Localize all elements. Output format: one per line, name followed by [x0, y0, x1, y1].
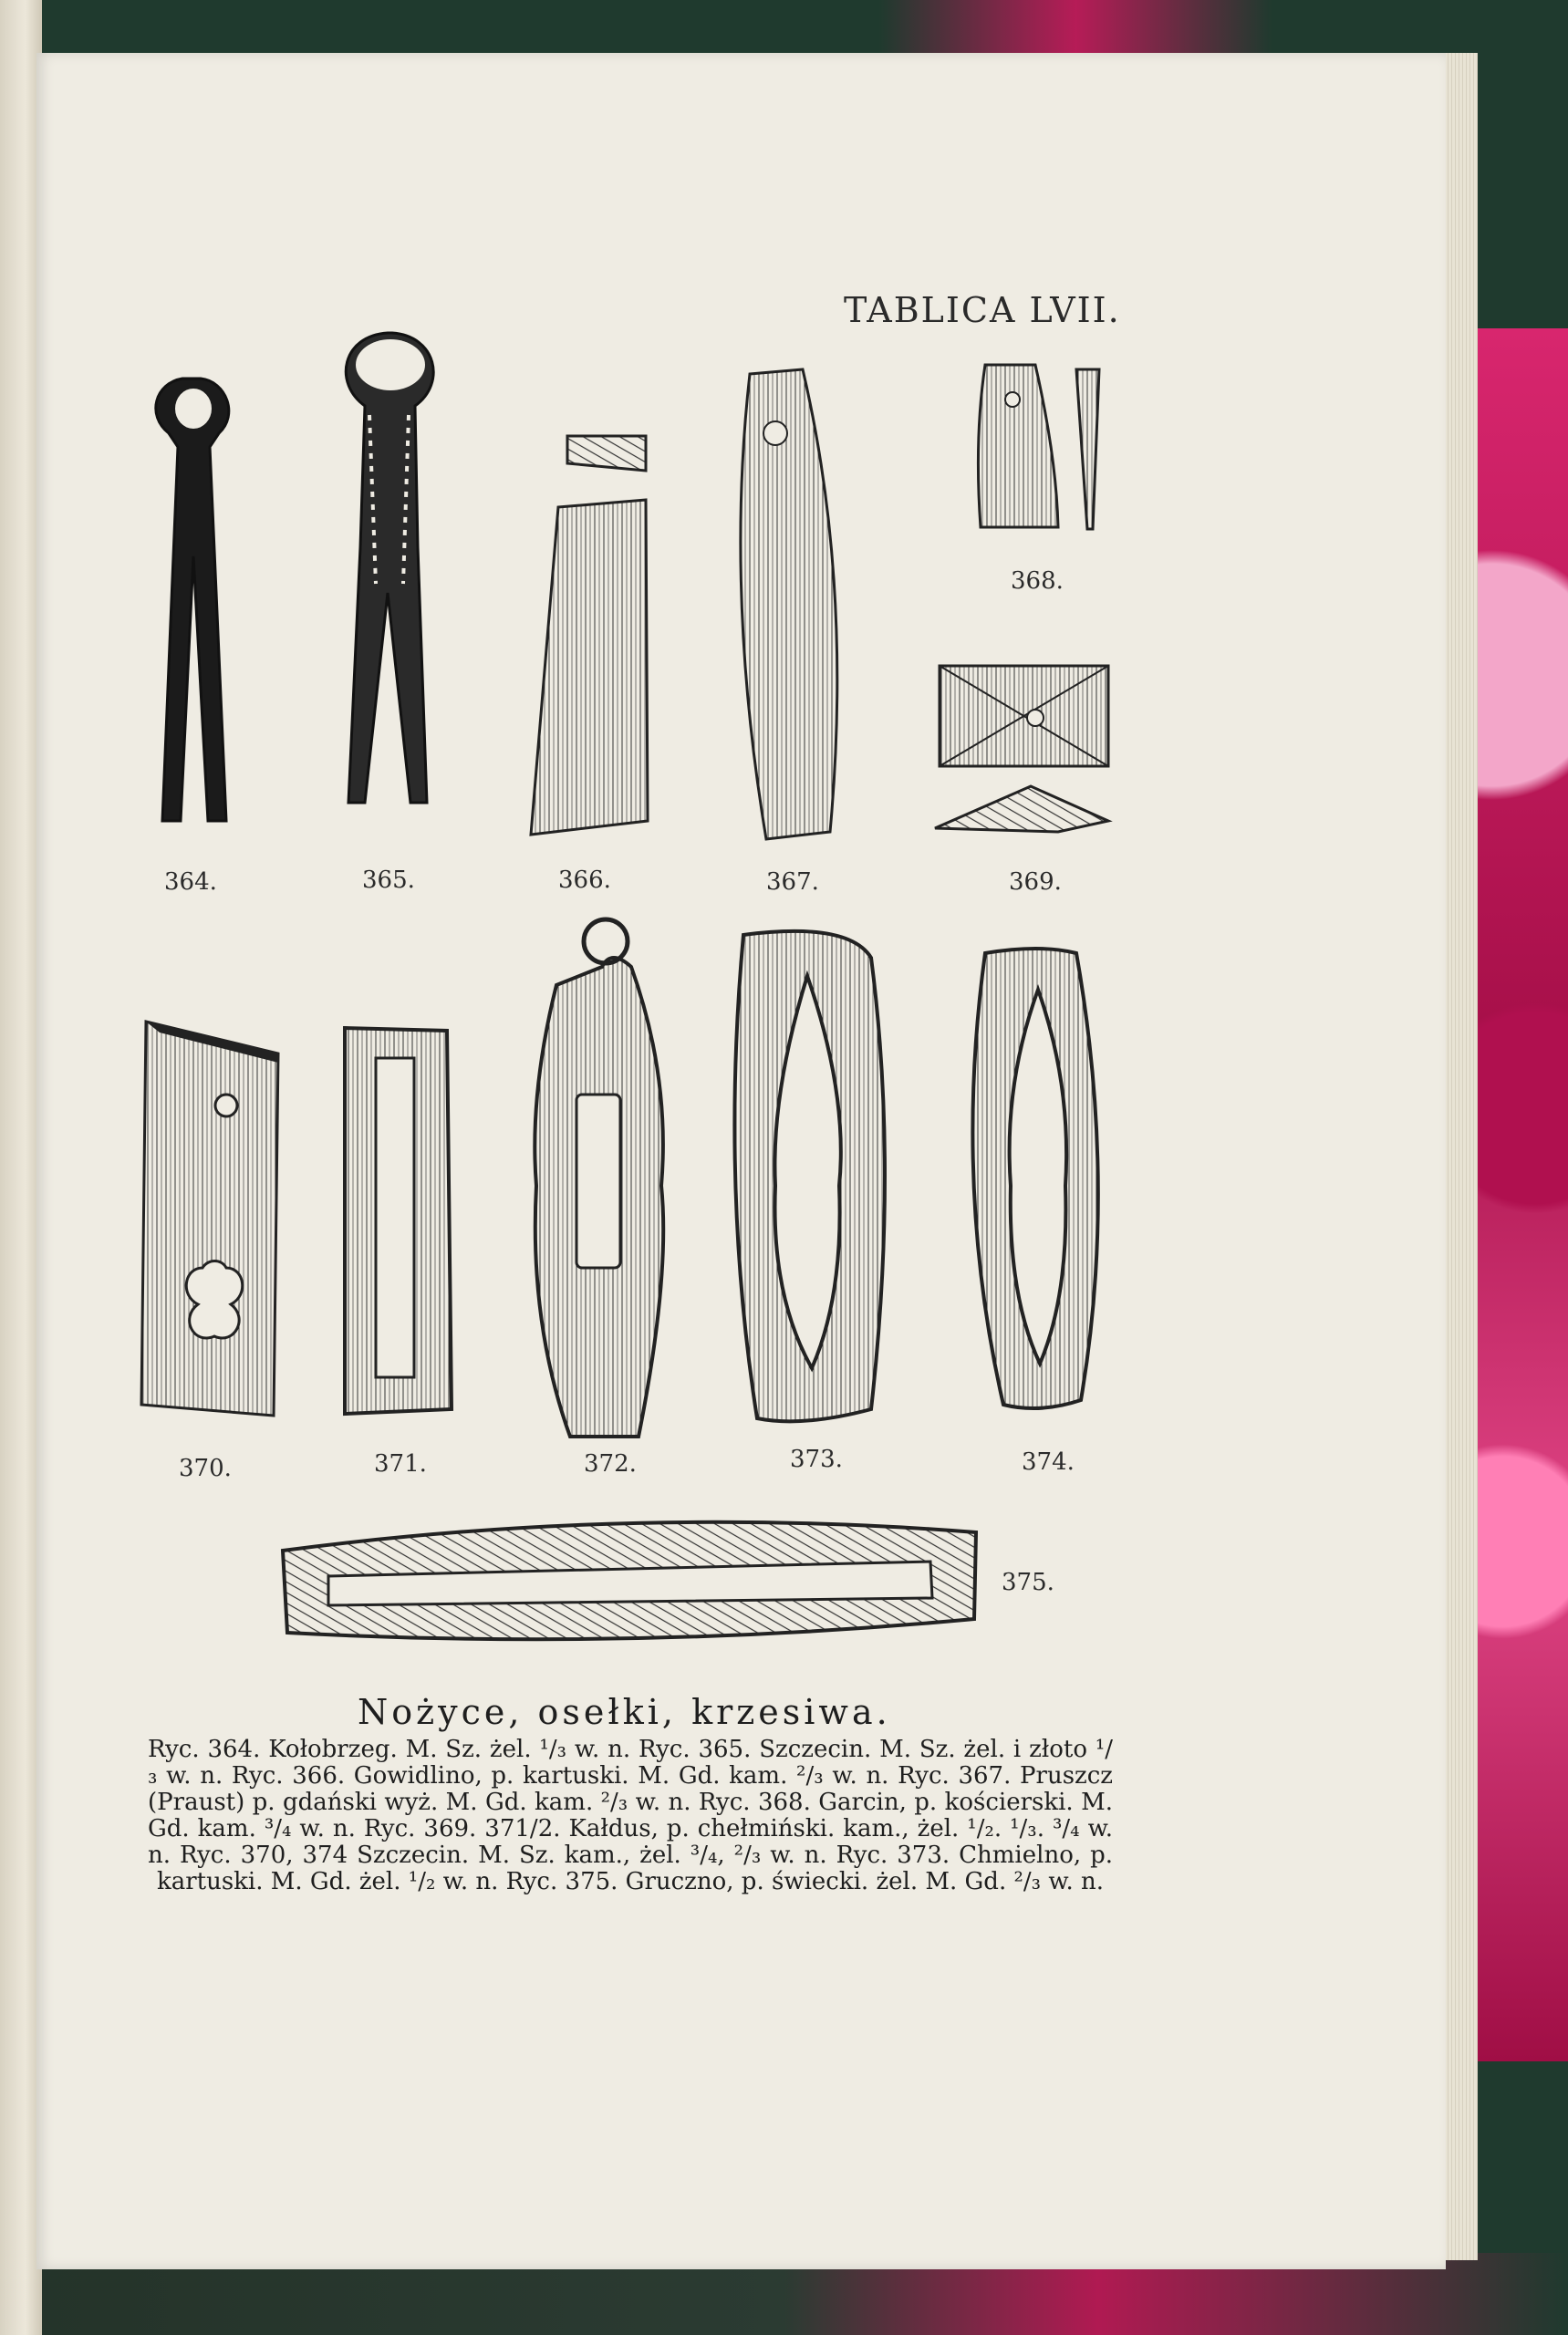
figure-364-shears	[156, 379, 229, 821]
figure-365-shears	[346, 333, 433, 803]
figure-367-whetstone	[741, 369, 837, 839]
plate-title: TABLICA LVII.	[844, 290, 1121, 330]
figure-label-372: 372.	[584, 1450, 637, 1478]
figure-label-371: 371.	[374, 1450, 427, 1478]
figure-label-375: 375.	[1002, 1569, 1054, 1596]
figure-label-367: 367.	[766, 868, 819, 896]
figure-366-whetstone	[531, 436, 648, 835]
figure-label-368: 368.	[1011, 567, 1064, 595]
figure-372-fire-steel	[535, 919, 663, 1437]
figure-374-fire-steel	[972, 949, 1097, 1408]
figure-368-whetstones	[978, 365, 1099, 529]
figure-label-365: 365.	[362, 867, 415, 894]
figure-label-366: 366.	[558, 867, 611, 894]
caption-text: Ryc. 364. Kołobrzeg. M. Sz. żel. ¹/₃ w. n. Ryc. 365. Szczecin. M. Sz. żel. i złoto ¹/₃ w. n. Ryc. 366. Gowidlino, p. kartuski. M. Gd. kam. ²/₃ w. n. Ryc. 367. Pruszcz (Praust) p. gdański wyż. M. Gd. kam. ²/₃ w. n. Ryc. 368. Garcin, p. kościerski. M. Gd. kam. ³/₄ w. n. Ryc. 369. 371/2. Kałdus, p. chełmiński. kam., żel. ¹/₂. ¹/₃. ³/₄ w. n. Ryc. 370, 374 Szczecin. M. Sz. kam., żel. ³/₄, ²/₃ w. n. Ryc. 373. Chmielno, p. kartuski. M. Gd. żel. ¹/₂ w. n. Ryc. 375. Gruczno, p. świecki. żel. M. Gd. ²/₃ w. n.	[148, 1736, 1113, 1895]
figure-label-374: 374.	[1022, 1448, 1075, 1476]
figure-373-fire-steel	[734, 931, 885, 1421]
figure-label-364: 364.	[164, 868, 217, 896]
figure-370-whetstone	[141, 1022, 278, 1416]
figure-371-fire-steel	[345, 1028, 452, 1414]
figure-label-369: 369.	[1009, 868, 1062, 896]
figure-375-fire-steel	[283, 1522, 976, 1640]
figure-label-370: 370.	[179, 1455, 232, 1482]
figure-369-whetstone	[935, 666, 1108, 832]
caption-title: Nożyce, osełki, krzesiwa.	[358, 1692, 891, 1732]
figure-label-373: 373.	[790, 1446, 843, 1473]
